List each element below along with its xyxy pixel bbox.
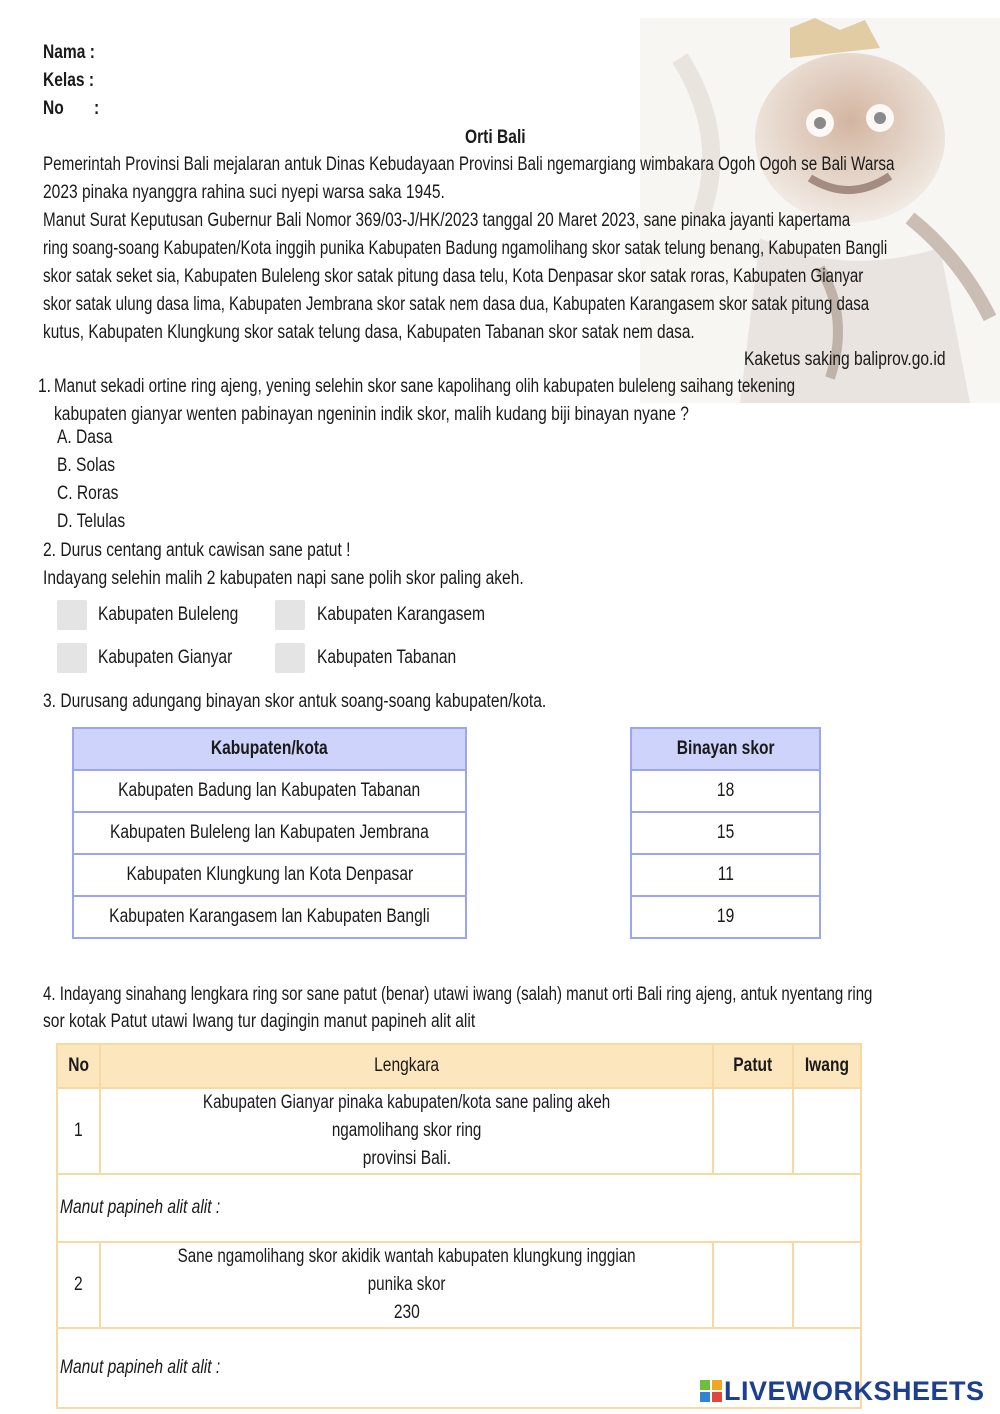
checkbox-tabanan[interactable] — [275, 643, 305, 673]
liveworksheets-logo: LIVEWORKSHEETS — [700, 1376, 985, 1407]
q1-option-b[interactable]: B. Solas — [57, 455, 116, 476]
col-header-iwang: Iwang — [793, 1044, 861, 1088]
col-header-patut: Patut — [713, 1044, 793, 1088]
article-line: Manut Surat Keputusan Gubernur Bali Nomor 369/03-J/HK/2023 tanggal 20 Maret 2023, sane pinaka jayanti kapertama — [43, 210, 851, 231]
article-title: Orti Bali — [465, 127, 526, 148]
number-label: No — [43, 98, 64, 119]
checkbox-karangasem[interactable] — [275, 600, 305, 630]
q2-instruction: 2. Durus centang antuk cawisan sane patut ! — [43, 540, 351, 561]
q1-number: 1. — [38, 376, 52, 397]
q1-option-c[interactable]: C. Roras — [57, 483, 119, 504]
regency-table — [72, 727, 467, 939]
article-line: skor satak seket sia, Kabupaten Buleleng skor satak pitung dasa telu, Kota Denpasar skor satak roras, Kabupaten Gianyar — [43, 266, 864, 287]
liveworksheets-logo-icon — [700, 1378, 722, 1400]
reason-input-area[interactable]: Manut papineh alit alit : — [57, 1174, 861, 1242]
iwang-checkbox[interactable] — [793, 1242, 861, 1328]
q4-prompt-line: 4. Indayang sinahang lengkara ring sor sane patut (benar) utawi iwang (salah) manut orti Bali ring ajeng, antuk nyentang ring — [43, 984, 873, 1005]
regency-pair-item[interactable]: Kabupaten Badung lan Kabupaten Tabanan — [73, 770, 466, 812]
regency-pair-item[interactable]: Kabupaten Klungkung lan Kota Denpasar — [73, 854, 466, 896]
col-header-lengkara: Lengkara — [100, 1044, 713, 1088]
choice-label-gianyar: Kabupaten Gianyar — [98, 647, 233, 668]
choice-label-buleleng: Kabupaten Buleleng — [98, 604, 239, 625]
article-line: Pemerintah Provinsi Bali mejalaran antuk Dinas Kebudayaan Provinsi Bali ngemargiang wimbakara Ogoh Ogoh se Bali Warsa — [43, 154, 895, 175]
patut-checkbox[interactable] — [713, 1088, 793, 1174]
name-label: Nama : — [43, 42, 95, 63]
class-label: Kelas : — [43, 70, 95, 91]
statement-number: 2 — [57, 1242, 100, 1328]
article-line: 2023 pinaka nyanggra rahina suci nyepi warsa saka 1945. — [43, 182, 445, 203]
statement-number: 1 — [57, 1088, 100, 1174]
regency-pair-item[interactable]: Kabupaten Buleleng lan Kabupaten Jembrana — [73, 812, 466, 854]
choice-label-karangasem: Kabupaten Karangasem — [317, 604, 486, 625]
score-difference-table — [630, 727, 821, 939]
regency-table-header: Kabupaten/kota — [73, 728, 466, 770]
article-source: Kaketus saking baliprov.go.id — [744, 349, 946, 370]
checkbox-gianyar[interactable] — [57, 643, 87, 673]
score-difference-item[interactable]: 11 — [631, 854, 820, 896]
choice-label-tabanan: Kabupaten Tabanan — [317, 647, 457, 668]
checkbox-buleleng[interactable] — [57, 600, 87, 630]
true-false-table — [56, 1043, 862, 1409]
number-colon: : — [94, 98, 100, 119]
q1-option-a[interactable]: A. Dasa — [57, 427, 113, 448]
q1-question-line: Manut sekadi ortine ring ajeng, yening selehin skor sane kapolihang olih kabupaten buleleng saihang tekening — [54, 376, 796, 397]
col-header-no: No — [57, 1044, 100, 1088]
regency-pair-item[interactable]: Kabupaten Karangasem lan Kabupaten Bangli — [73, 896, 466, 938]
iwang-checkbox[interactable] — [793, 1088, 861, 1174]
reason-input-area[interactable]: Manut papineh alit alit : — [57, 1328, 861, 1408]
score-difference-item[interactable]: 19 — [631, 896, 820, 938]
score-difference-item[interactable]: 18 — [631, 770, 820, 812]
article-line: skor satak ulung dasa lima, Kabupaten Jembrana skor satak nem dasa dua, Kabupaten Karangasem skor satak pitung dasa — [43, 294, 870, 315]
statement-text: Sane ngamolihang skor akidik wantah kabupaten klungkung inggian punika skor 230 — [100, 1242, 713, 1328]
article-line: ring soang-soang Kabupaten/Kota inggih punika Kabupaten Badung ngamolihang skor satak telung benang, Kabupaten Bangli — [43, 238, 888, 259]
score-table-header: Binayan skor — [631, 728, 820, 770]
q4-prompt-line: sor kotak Patut utawi Iwang tur dagingin manut papineh alit alit — [43, 1011, 476, 1032]
q1-question-line: kabupaten gianyar wenten pabinayan ngeninin indik skor, malih kudang biji binayan nyane ? — [54, 404, 689, 425]
score-difference-item[interactable]: 15 — [631, 812, 820, 854]
statement-text: Kabupaten Gianyar pinaka kabupaten/kota sane paling akeh ngamolihang skor ring provinsi Bali. — [100, 1088, 713, 1174]
q2-question: Indayang selehin malih 2 kabupaten napi sane polih skor paling akeh. — [43, 568, 524, 589]
patut-checkbox[interactable] — [713, 1242, 793, 1328]
q1-option-d[interactable]: D. Telulas — [57, 511, 126, 532]
article-line: kutus, Kabupaten Klungkung skor satak telung dasa, Kabupaten Tabanan skor satak nem dasa. — [43, 322, 695, 343]
q3-prompt: 3. Durusang adungang binayan skor antuk soang-soang kabupaten/kota. — [43, 691, 547, 712]
